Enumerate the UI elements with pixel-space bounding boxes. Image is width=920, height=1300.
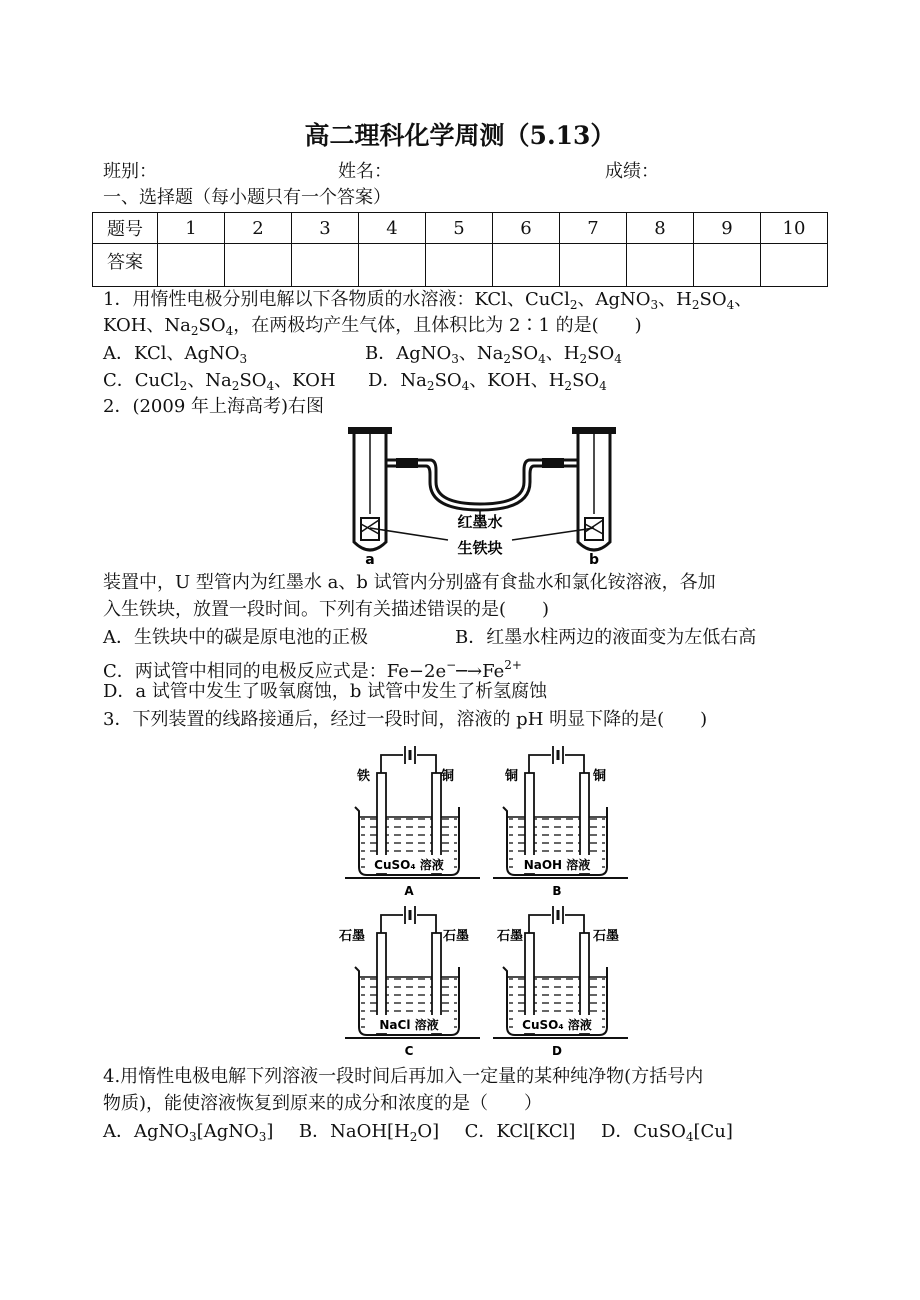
left-connector xyxy=(396,458,418,468)
cell-d-right-electrode: 石墨 xyxy=(593,929,620,944)
table-cell: 1 xyxy=(158,213,225,244)
q2-option-b: B．红墨水柱两边的液面变为左低右高 xyxy=(455,627,757,648)
cell-d xyxy=(493,906,628,1058)
q2-description-line2: 入生铁块，放置一段时间。下列有关描述错误的是( ) xyxy=(103,599,550,620)
table-cell: 4 xyxy=(359,213,426,244)
tube-a-label: a xyxy=(365,552,375,566)
cell-a-tag: A xyxy=(404,884,414,898)
q4-stem-line2: 物质)，能使溶液恢复到原来的成分和浓度的是（ ） xyxy=(103,1093,543,1114)
answer-cell[interactable] xyxy=(225,244,292,287)
table-cell: 5 xyxy=(426,213,493,244)
iron-block-label: 生铁块 xyxy=(457,539,503,557)
table-row xyxy=(93,213,828,244)
cell-c-right-electrode: 石墨 xyxy=(443,929,470,944)
table-cell: 7 xyxy=(560,213,627,244)
score-label: 成绩： xyxy=(605,161,659,182)
table-cell: 10 xyxy=(761,213,828,244)
right-connector xyxy=(542,458,564,468)
q1-option-b: B．AgNO$_3$、$Na_2SO_4$、$H_2SO_4$ xyxy=(365,343,622,366)
answer-cell[interactable] xyxy=(493,244,560,287)
cell-c-solution: NaCl 溶液 xyxy=(379,1018,439,1032)
answer-cell[interactable] xyxy=(694,244,761,287)
cell-a xyxy=(345,746,480,898)
q4-option-c: C．KCl[KCl] xyxy=(464,1121,576,1142)
q1-option-a: A．KCl、AgNO$_3$ xyxy=(103,343,248,366)
cell-a-right-electrode: 铜 xyxy=(441,769,455,784)
cell-a-solution: CuSO₄ 溶液 xyxy=(374,858,444,872)
answer-cell[interactable] xyxy=(560,244,627,287)
cell-c xyxy=(339,906,480,1058)
cell-d-solution: CuSO₄ 溶液 xyxy=(522,1018,592,1032)
class-label: 班别： xyxy=(103,161,157,182)
cell-d-tag: D xyxy=(552,1044,562,1058)
table-cell: 9 xyxy=(694,213,761,244)
answer-cell[interactable] xyxy=(761,244,828,287)
cell-b xyxy=(493,746,628,898)
answer-cell[interactable] xyxy=(426,244,493,287)
table-cell: 3 xyxy=(292,213,359,244)
q2-option-c: C．两试管中相同的电极反应式是：$Fe-2e^-─\to Fe^{2+}$ xyxy=(103,658,522,682)
table-row xyxy=(93,244,828,287)
cell-b-solution: NaOH 溶液 xyxy=(523,858,591,872)
section-heading: 一、选择题（每小题只有一个答案） xyxy=(103,187,391,208)
cell-b-right-electrode: 铜 xyxy=(593,769,607,784)
u-tube-figure xyxy=(340,424,620,566)
q2-description: 装置中，U 型管内为红墨水 a、b 试管内分别盛有食盐水和氯化铵溶液，各加 xyxy=(103,572,716,593)
q1-option-d: D．$Na_2SO_4$、KOH、$H_2SO_4$ xyxy=(368,370,607,393)
answer-table xyxy=(92,212,828,287)
q4-option-b: B．$NaOH[H_2O]$ xyxy=(298,1121,440,1144)
answer-cell[interactable] xyxy=(627,244,694,287)
answer-cell[interactable] xyxy=(292,244,359,287)
table-row-label: 题号 xyxy=(93,213,158,244)
q4-option-a: A．AgNO$_3$[AgNO$_3$] xyxy=(103,1121,274,1144)
cell-d-left-electrode: 石墨 xyxy=(497,929,524,944)
q1-option-c: C．CuCl$_2$、$Na_2SO_4$、KOH xyxy=(103,370,336,393)
cell-b-left-electrode: 铜 xyxy=(505,769,519,784)
q2-stem: 2．(2009 年上海高考)右图 xyxy=(103,396,325,417)
q3-stem: 3．下列装置的线路接通后，经过一段时间，溶液的 pH 明显下降的是( ) xyxy=(103,709,708,730)
q4-option-d: D．CuSO$_4$[Cu] xyxy=(600,1121,733,1144)
table-row-label: 答案 xyxy=(93,244,158,287)
table-cell: 8 xyxy=(627,213,694,244)
tube-b-label: b xyxy=(588,552,600,566)
cell-a-left-electrode: 铁 xyxy=(357,769,371,784)
answer-cell[interactable] xyxy=(359,244,426,287)
answer-cell[interactable] xyxy=(158,244,225,287)
left-tube-stopper xyxy=(348,427,392,434)
q1-stem: 1．用惰性电极分别电解以下各物质的水溶液：KCl、CuCl$_2$、AgNO$_3$、$H_2SO_4$、 xyxy=(103,289,753,312)
q4-options xyxy=(103,1120,733,1149)
page-title: 高二理科化学周测（5.13） xyxy=(304,121,616,150)
electrolysis-figure xyxy=(335,735,635,1060)
q4-stem: 4.用惰性电极电解下列溶液一段时间后再加入一定量的某种纯净物(方括号内 xyxy=(103,1066,704,1087)
q1-stem-line2: KOH、$Na_2SO_4$，在两极均产生气体，且体积比为 2∶1 的是( ) xyxy=(103,315,642,338)
cell-c-tag: C xyxy=(404,1044,414,1058)
red-ink-label: 红墨水 xyxy=(457,513,503,531)
table-cell: 6 xyxy=(493,213,560,244)
right-tube-stopper xyxy=(572,427,616,434)
q2-option-a: A．生铁块中的碳是原电池的正极 xyxy=(103,627,368,648)
table-cell: 2 xyxy=(225,213,292,244)
q2-option-d: D．a 试管中发生了吸氧腐蚀，b 试管中发生了析氢腐蚀 xyxy=(103,681,548,702)
name-label: 姓名： xyxy=(338,161,392,182)
cell-c-left-electrode: 石墨 xyxy=(339,929,366,944)
cell-b-tag: B xyxy=(552,884,562,898)
